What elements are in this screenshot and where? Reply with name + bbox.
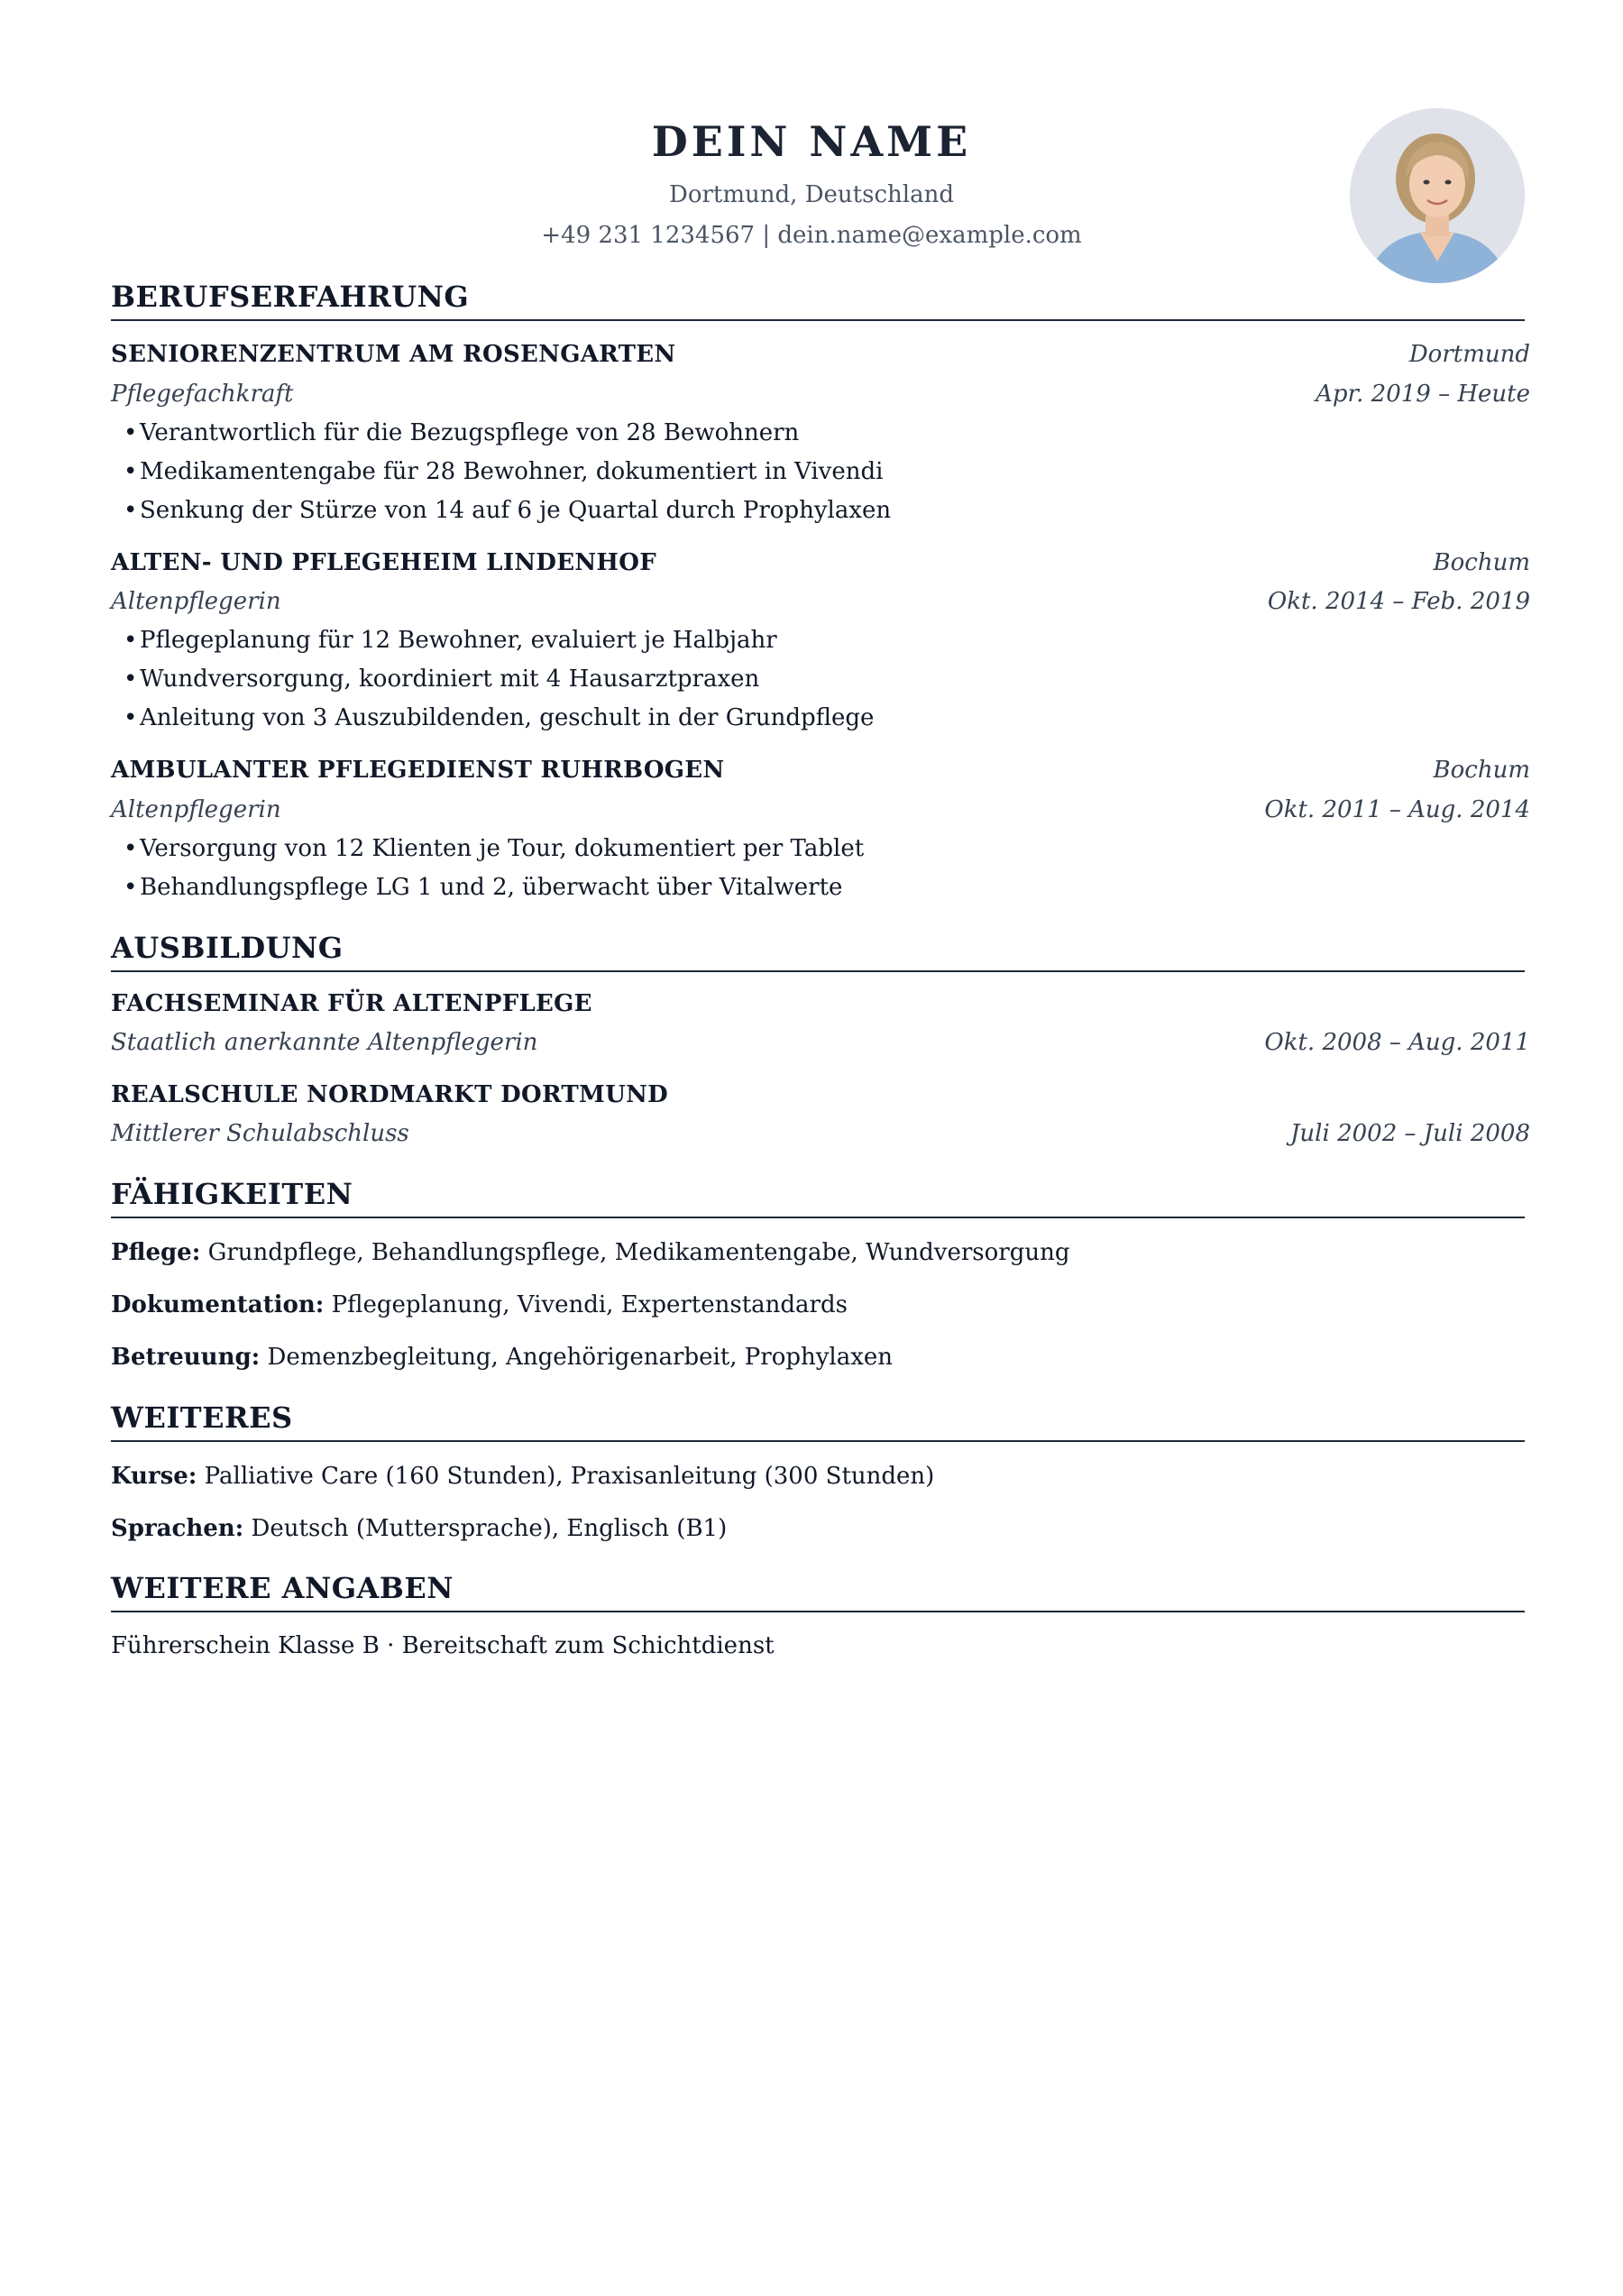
- education-school: FACHSEMINAR FÜR ALTENPFLEGE: [111, 990, 592, 1017]
- job-location: Bochum: [1433, 757, 1530, 784]
- job-role-row: [111, 588, 1530, 616]
- job-employer: AMBULANTER PFLEGEDIENST RUHRBOGEN: [111, 757, 725, 784]
- job-role: Altenpflegerin: [111, 588, 281, 615]
- skill-row: [111, 1239, 1070, 1267]
- education-dates: Okt. 2008 – Aug. 2011: [1264, 1029, 1530, 1056]
- section-title-more: WEITERES: [111, 1401, 293, 1435]
- section-title-education: AUSBILDUNG: [111, 931, 344, 965]
- skill-row: [111, 1344, 893, 1372]
- job-header: [111, 549, 1530, 577]
- skill-row: [111, 1291, 848, 1319]
- education-degree-row: [111, 1029, 1530, 1057]
- education-header: [111, 1081, 1530, 1109]
- candidate-location: Dortmund, Deutschland: [669, 181, 954, 209]
- job-role: Pflegefachkraft: [111, 381, 294, 408]
- job-bullet: • Senkung der Stürze von 14 auf 6 je Quartal durch Prophylaxen: [124, 497, 892, 524]
- education-dates: Juli 2002 – Juli 2008: [1290, 1120, 1530, 1147]
- more-row: [111, 1463, 934, 1491]
- job-location: Bochum: [1433, 549, 1530, 576]
- education-school: REALSCHULE NORDMARKT DORTMUND: [111, 1081, 669, 1108]
- section-divider: [111, 1611, 1525, 1612]
- job-bullet: • Pflegeplanung für 12 Bewohner, evaluiert je Halbjahr: [124, 627, 777, 654]
- skill-value: Grundpflege, Behandlungspflege, Medikamentengabe, Wundversorgung: [207, 1239, 1070, 1266]
- skill-label: Dokumentation:: [111, 1291, 325, 1318]
- section-title-skills: FÄHIGKEITEN: [111, 1177, 353, 1211]
- more-label: Kurse:: [111, 1463, 197, 1490]
- more-row: [111, 1515, 727, 1543]
- job-bullet: • Behandlungspflege LG 1 und 2, überwacht über Vitalwerte: [124, 874, 843, 901]
- job-bullet: • Anleitung von 3 Auszubildenden, geschult in der Grundpflege: [124, 704, 875, 731]
- job-dates: Okt. 2014 – Feb. 2019: [1267, 588, 1530, 615]
- job-employer: SENIORENZENTRUM AM ROSENGARTEN: [111, 341, 676, 368]
- education-degree: Mittlerer Schulabschluss: [111, 1120, 409, 1147]
- job-bullet: • Wundversorgung, koordiniert mit 4 Hausarztpraxen: [124, 666, 760, 693]
- skill-value: Demenzbegleitung, Angehörigenarbeit, Prophylaxen: [267, 1344, 894, 1371]
- job-header: [111, 757, 1530, 785]
- section-title-experience: BERUFSERFAHRUNG: [111, 280, 470, 314]
- education-degree: Staatlich anerkannte Altenpflegerin: [111, 1029, 538, 1056]
- profile-photo-illustration: [1350, 108, 1525, 283]
- more-value: Palliative Care (160 Stunden), Praxisanleitung (300 Stunden): [204, 1463, 935, 1490]
- job-bullet: • Medikamentengabe für 28 Bewohner, dokumentiert in Vivendi: [124, 458, 884, 485]
- section-divider: [111, 1217, 1525, 1218]
- job-role-row: [111, 796, 1530, 824]
- section-title-additional: WEITERE ANGABEN: [111, 1571, 454, 1605]
- job-bullet: • Verantwortlich für die Bezugspflege von 28 Bewohnern: [124, 419, 800, 446]
- job-role-row: [111, 381, 1530, 409]
- job-header: [111, 341, 1530, 369]
- profile-photo: [1350, 108, 1525, 283]
- section-divider: [111, 1440, 1525, 1442]
- more-value: Deutsch (Muttersprache), Englisch (B1): [251, 1515, 728, 1542]
- additional-info: Führerschein Klasse B · Bereitschaft zum Schichtdienst: [111, 1632, 775, 1659]
- skill-label: Betreuung:: [111, 1344, 261, 1371]
- job-dates: Apr. 2019 – Heute: [1316, 381, 1530, 408]
- section-divider: [111, 319, 1525, 321]
- education-degree-row: [111, 1120, 1530, 1148]
- candidate-name: DEIN NAME: [651, 117, 972, 166]
- skill-value: Pflegeplanung, Vivendi, Expertenstandards: [331, 1291, 848, 1318]
- job-employer: ALTEN- UND PFLEGEHEIM LINDENHOF: [111, 549, 656, 576]
- job-dates: Okt. 2011 – Aug. 2014: [1264, 796, 1530, 823]
- skill-label: Pflege:: [111, 1239, 201, 1266]
- education-header: [111, 990, 1530, 1018]
- job-role: Altenpflegerin: [111, 796, 281, 823]
- more-label: Sprachen:: [111, 1515, 244, 1542]
- candidate-contact: +49 231 1234567 | dein.name@example.com: [541, 222, 1082, 250]
- section-divider: [111, 970, 1525, 972]
- job-location: Dortmund: [1408, 341, 1530, 368]
- job-bullet: • Versorgung von 12 Klienten je Tour, dokumentiert per Tablet: [124, 835, 865, 862]
